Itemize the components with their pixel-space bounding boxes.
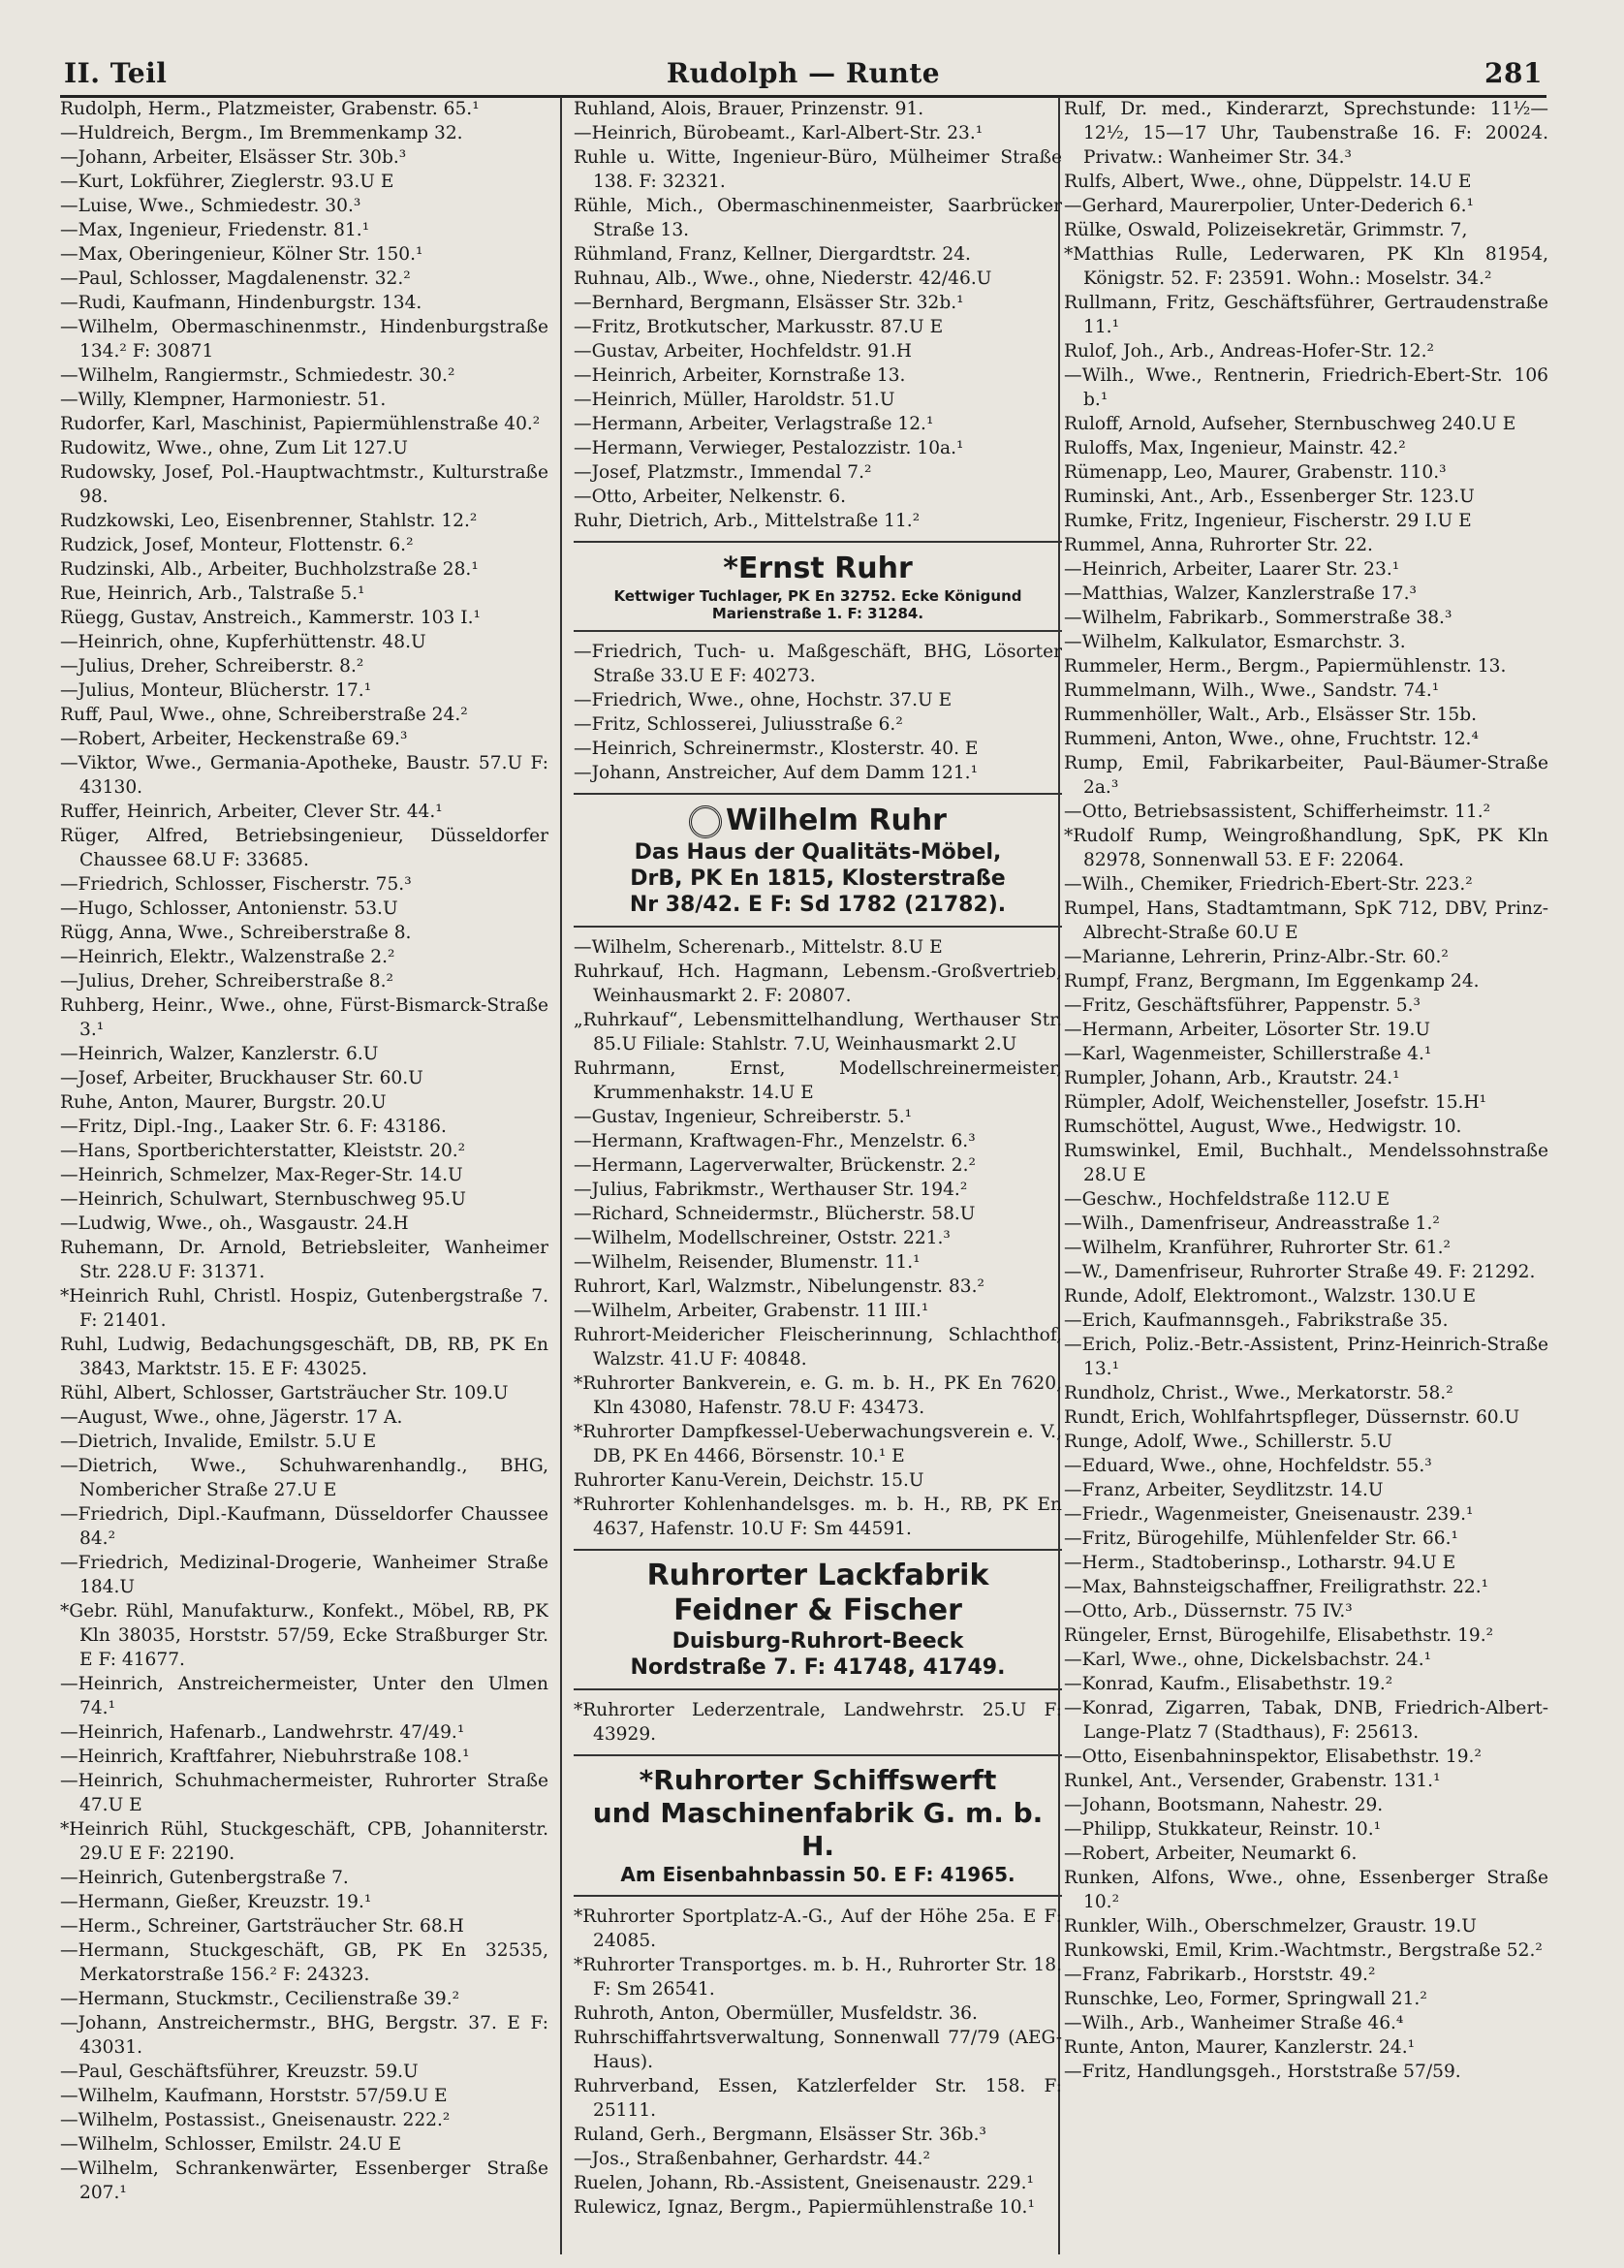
directory-entry: —Viktor, Wwe., Germania-Apotheke, Baustr. 57.U F: 43130. [60,753,548,798]
directory-entry: —Otto, Eisenbahninspektor, Elisabethstr. 19.² [1064,1747,1482,1767]
directory-entry: Rulewicz, Ignaz, Bergm., Papiermühlenstraße 10.¹ [574,2197,1035,2218]
directory-entry: —Wilh., Chemiker, Friedrich-Ebert-Str. 223.² [1064,874,1473,895]
ad-divider [574,630,1062,632]
entry-list [574,97,1062,533]
directory-entry: —Heinrich, Schulwart, Sternbuschweg 95.U [60,1189,466,1210]
directory-entry: —Fritz, Bürogehilfe, Mühlenfelder Str. 66.¹ [1064,1528,1458,1549]
directory-entry: Ruminski, Ant., Arb., Essenberger Str. 123.U [1064,487,1475,507]
directory-entry: —Hermann, Arbeiter, Lösorter Str. 19.U [1064,1020,1431,1040]
directory-entry: *Gebr. Rühl, Manufakturw., Konfekt., Möbel, RB, PK Kln 38035, Horststr. 57/59, Ecke Straßburger Str. E F: 41677. [60,1601,548,1670]
directory-entry: —Johann, Arbeiter, Elsässer Str. 30b.³ [60,147,407,168]
ad-divider [574,1754,1062,1756]
directory-entry: Runschke, Leo, Former, Springwall 21.² [1064,1989,1427,2009]
directory-entry: —Wilhelm, Kalkulator, Esmarchstr. 3. [1064,632,1406,652]
directory-entry: —Dietrich, Invalide, Emilstr. 5.U E [60,1432,377,1452]
directory-entry: Rumke, Fritz, Ingenieur, Fischerstr. 29 I.U E [1064,511,1472,531]
directory-entry: Rudzkowski, Leo, Eisenbrenner, Stahlstr. 12.² [60,511,478,531]
column-2 [574,97,1062,2254]
directory-entry: Ruffer, Heinrich, Arbeiter, Clever Str. 44.¹ [60,802,443,822]
directory-entry: Ruhr, Dietrich, Arb., Mittelstraße 11.² [574,511,921,531]
directory-entry: Ruhrverband, Essen, Katzlerfelder Str. 158. F: 25111. [574,2076,1062,2121]
directory-entry: —Wilhelm, Rangiermstr., Schmiedestr. 30.² [60,365,455,386]
directory-entry: —Otto, Betriebsassistent, Schifferheimstr. 11.² [1064,802,1491,822]
directory-entry: —Friedrich, Wwe., ohne, Hochstr. 37.U E [574,690,953,710]
directory-entry: —Heinrich, Bürobeamt., Karl-Albert-Str. 23.¹ [574,123,984,143]
directory-entry: Rump, Emil, Fabrikarbeiter, Paul-Bäumer-Straße 2a.³ [1064,753,1548,798]
ad-lackfabrik [574,1559,1062,1681]
entry-list [60,97,548,2205]
directory-entry: —Wilhelm, Schlosser, Emilstr. 24.U E [60,2134,402,2155]
directory-entry: —Wilhelm, Kranführer, Ruhrorter Str. 61.² [1064,1238,1451,1258]
ad-divider [574,541,1062,543]
directory-entry: Ruland, Gerh., Bergmann, Elsässer Str. 36b.³ [574,2125,986,2145]
ad-line: und Maschinenfabrik G. m. b. H. [592,1797,1044,1862]
directory-entry: Rümenapp, Leo, Maurer, Grabenstr. 110.³ [1064,462,1447,483]
directory-entry: —Max, Ingenieur, Friedenstr. 81.¹ [60,220,370,240]
directory-entry: —Marianne, Lehrerin, Prinz-Albr.-Str. 60.² [1064,947,1449,967]
directory-entry: —Heinrich, Kraftfahrer, Niebuhrstraße 108.¹ [60,1747,470,1767]
directory-entry: —Heinrich, Müller, Haroldstr. 51.U [574,390,895,410]
directory-entry: —Matthias, Walzer, Kanzlerstraße 17.³ [1064,583,1417,604]
directory-entry: Ruhberg, Heinr., Wwe., ohne, Fürst-Bismarck-Straße 3.¹ [60,995,548,1040]
directory-entry: —Hermann, Lagerverwalter, Brückenstr. 2.² [574,1155,976,1176]
directory-entry: —Wilh., Wwe., Rentnerin, Friedrich-Ebert-Str. 106 b.¹ [1064,365,1548,410]
directory-entry: —Herm., Schreiner, Gartsträucher Str. 68.H [60,1916,464,1937]
directory-entry: —Jos., Straßenbahner, Gerhardstr. 44.² [574,2149,931,2169]
directory-entry: —Josef, Platzmstr., Immendal 7.² [574,462,872,483]
directory-entry: —Fritz, Schlosserei, Juliusstraße 6.² [574,714,903,735]
directory-entry: Rudzinski, Alb., Arbeiter, Buchholzstraße 28.¹ [60,559,479,580]
ad-divider [574,1688,1062,1690]
directory-entry: Rummel, Anna, Ruhrorter Str. 22. [1064,535,1373,555]
directory-entry: —Fritz, Dipl.-Ing., Laaker Str. 6. F: 43186. [60,1117,447,1137]
directory-entry: —Fritz, Brotkutscher, Markusstr. 87.U E [574,317,944,337]
directory-entry: Ruhemann, Dr. Arnold, Betriebsleiter, Wanheimer Str. 228.U F: 31371. [60,1238,548,1282]
directory-entry: —Karl, Wwe., ohne, Dickelsbachstr. 24.¹ [1064,1650,1432,1670]
ad-wilhelm-ruhr [574,803,1062,918]
directory-entry: Rudorfer, Karl, Maschinist, Papiermühlenstraße 40.² [60,414,541,434]
directory-entry: —Herm., Stadtoberinsp., Lotharstr. 94.U E [1064,1553,1456,1573]
directory-entry: Ruhrschiffahrtsverwaltung, Sonnenwall 77/79 (AEG-Haus). [574,2028,1062,2072]
directory-entry: —Friedrich, Tuch- u. Maßgeschäft, BHG, Lösorter Straße 33.U E F: 40273. [574,642,1062,686]
directory-entry: —Hermann, Gießer, Kreuzstr. 19.¹ [60,1892,372,1912]
directory-entry: Ruhrmann, Ernst, Modellschreinermeister, Krummenhakstr. 14.U E [574,1058,1062,1103]
ad-line: Am Eisenbahnbassin 50. E F: 41965. [620,1863,1015,1886]
ad-line: Nr 38/42. E F: Sd 1782 (21782). [629,893,1007,917]
directory-entry: Runkel, Ant., Versender, Grabenstr. 131.¹ [1064,1771,1441,1791]
directory-entry: —Franz, Fabrikarb., Horststr. 49.² [1064,1965,1376,1985]
directory-entry: Rumpler, Johann, Arb., Krautstr. 24.¹ [1064,1068,1400,1088]
entry-list [574,640,1062,785]
directory-entry: Ruhle u. Witte, Ingenieur-Büro, Mülheimer Straße 138. F: 32321. [574,147,1062,192]
directory-entry: —Hermann, Verwieger, Pestalozzistr. 10a.¹ [574,438,964,458]
directory-entry: —Dietrich, Wwe., Schuhwarenhandlg., BHG, Nombericher Straße 27.U E [60,1456,548,1500]
directory-entry: *Matthias Rulle, Lederwaren, PK Kln 81954, Königstr. 52. F: 23591. Wohn.: Moselstr. 34.² [1064,244,1548,289]
page-header [60,50,1546,98]
directory-entry: Runkler, Wilh., Oberschmelzer, Graustr. 19.U [1064,1916,1477,1937]
directory-entry: Rue, Heinrich, Arb., Talstraße 5.¹ [60,583,365,604]
name-range: Rudolph — Runte [666,57,941,89]
ad-divider [574,926,1062,928]
directory-entry: *Heinrich Ruhl, Christl. Hospiz, Gutenbergstraße 7. F: 21401. [60,1286,548,1331]
directory-entry: —Hugo, Schlosser, Antonienstr. 53.U [60,898,398,919]
directory-entry: Rumpel, Hans, Stadtamtmann, SpK 712, DBV, Prinz-Albrecht-Straße 60.U E [1064,898,1548,943]
ad-name: *Ernst Ruhr [723,551,913,585]
directory-entry: Rülke, Oswald, Polizeisekretär, Grimmstr. 7, [1064,220,1468,240]
directory-entry: —Friedr., Wagenmeister, Gneisenaustr. 239.¹ [1064,1504,1474,1525]
directory-entry: Rumschöttel, August, Wwe., Hedwigstr. 10. [1064,1117,1462,1137]
directory-entry: —Philipp, Stukkateur, Reinstr. 10.¹ [1064,1819,1382,1840]
directory-entry: —Wilhelm, Obermaschinenmstr., Hindenburgstraße 134.² F: 30871 [60,317,548,362]
ad-name: Wilhelm Ruhr [726,803,947,837]
entry-list [574,1905,1062,2220]
directory-entry: —Hermann, Kraftwagen-Fhr., Menzelstr. 6.³ [574,1131,976,1151]
directory-entry: Runken, Alfons, Wwe., ohne, Essenberger Straße 10.² [1064,1868,1548,1912]
directory-entry: —Johann, Anstreicher, Auf dem Damm 121.¹ [574,763,979,783]
directory-entry: —Julius, Monteur, Blücherstr. 17.¹ [60,680,372,701]
ad-divider [574,793,1062,795]
directory-entry: *Ruhrorter Lederzentrale, Landwehrstr. 25.U F: 43929. [574,1700,1062,1745]
directory-entry: „Ruhrkauf“, Lebensmittelhandlung, Werthauser Str. 85.U Filiale: Stahlstr. 7.U, Weinhausmarkt 2.U [574,1010,1062,1055]
directory-entry: Ruhrkauf, Hch. Hagmann, Lebensm.-Großvertrieb, Weinhausmarkt 2. F: 20807. [574,961,1062,1006]
directory-entry: Rummenhöller, Walt., Arb., Elsässer Str. 15b. [1064,705,1478,725]
ad-line: DrB, PK En 1815, Klosterstraße [630,866,1006,891]
part-label: II. Teil [64,57,168,89]
directory-entry: —Hermann, Stuckmstr., Cecilienstraße 39.² [60,1989,460,2009]
directory-entry: —Franz, Arbeiter, Seydlitzstr. 14.U [1064,1480,1384,1500]
directory-entry: —Wilhelm, Modellschreiner, Oststr. 221.³ [574,1228,951,1248]
directory-entry: —Heinrich, Arbeiter, Laarer Str. 23.¹ [1064,559,1400,580]
directory-entry: —Wilhelm, Scherenarb., Mittelstr. 8.U E [574,937,943,958]
directory-entry: Ruhl, Ludwig, Bedachungsgeschäft, DB, RB, PK En 3843, Marktstr. 15. E F: 43025. [60,1335,548,1379]
directory-entry: Rüger, Alfred, Betriebsingenieur, Düsseldorfer Chaussee 68.U F: 33685. [60,826,548,870]
directory-entry: —Heinrich, Gutenbergstraße 7. [60,1868,349,1888]
directory-entry: Rummeni, Anton, Wwe., ohne, Fruchtstr. 12.⁴ [1064,729,1479,749]
directory-entry: Rudolph, Herm., Platzmeister, Grabenstr. 65.¹ [60,99,480,119]
directory-entry: Rulf, Dr. med., Kinderarzt, Sprechstunde: 11½—12½, 15—17 Uhr, Taubenstraße 16. F: 20024. Privatw.: Wanheimer Str. 34.³ [1064,99,1548,168]
directory-entry: —Johann, Anstreichermstr., BHG, Bergstr. 37. E F: 43031. [60,2013,548,2058]
directory-entry: —Paul, Geschäftsführer, Kreuzstr. 59.U [60,2062,419,2082]
directory-entry: —Gerhard, Maurerpolier, Unter-Dederich 6.¹ [1064,196,1474,216]
directory-entry: Rüngeler, Ernst, Bürogehilfe, Elisabethstr. 19.² [1064,1625,1494,1646]
entry-list [1064,97,1548,2084]
directory-entry: Runde, Adolf, Elektromont., Walzstr. 130.U E [1064,1286,1477,1307]
directory-entry: *Rudolf Rump, Weingroßhandlung, SpK, PK Kln 82978, Sonnenwall 53. E F: 22064. [1064,826,1548,870]
directory-entry: Rumswinkel, Emil, Buchhalt., Mendelssohnstraße 28.U E [1064,1141,1548,1185]
directory-entry: —Julius, Fabrikmstr., Werthauser Str. 194.² [574,1180,968,1200]
directory-entry: Rügg, Anna, Wwe., Schreiberstraße 8. [60,923,412,943]
directory-entry: —Heinrich, ohne, Kupferhüttenstr. 48.U [60,632,426,652]
directory-entry: —Hans, Sportberichterstatter, Kleiststr. 20.² [60,1141,466,1161]
directory-entry: *Ruhrorter Bankverein, e. G. m. b. H., PK En 7620, Kln 43080, Hafenstr. 78.U F: 43473. [574,1373,1062,1418]
directory-entry: —Robert, Arbeiter, Neumarkt 6. [1064,1843,1358,1864]
directory-entry: —Ludwig, Wwe., oh., Wasgaustr. 24.H [60,1213,409,1234]
directory-entry: Rummeler, Herm., Bergm., Papiermühlenstr. 13. [1064,656,1507,677]
directory-entry: *Ruhrorter Dampfkessel-Ueberwachungsverein e. V., DB, PK En 4466, Börsenstr. 10.¹ E [574,1422,1062,1466]
entry-list [574,935,1062,1541]
directory-entry: —Kurt, Lokführer, Zieglerstr. 93.U E [60,172,394,192]
ad-name: *Ruhrorter Schiffswerft [639,1764,997,1796]
directory-entry: —Gustav, Ingenieur, Schreiberstr. 5.¹ [574,1107,913,1127]
directory-entry: *Ruhrorter Sportplatz-A.-G., Auf der Höhe 25a. E F: 24085. [574,1906,1062,1951]
directory-entry: Rundholz, Christ., Wwe., Merkatorstr. 58.² [1064,1383,1453,1403]
directory-entry: —Geschw., Hochfeldstraße 112.U E [1064,1189,1390,1210]
ad-name: Ruhrorter Lackfabrik [646,1559,989,1592]
directory-entry: —Friedrich, Dipl.-Kaufmann, Düsseldorfer Chaussee 84.² [60,1504,548,1549]
directory-entry: Rudowsky, Josef, Pol.-Hauptwachtmstr., Kulturstraße 98. [60,462,548,507]
directory-entry: Rudowitz, Wwe., ohne, Zum Lit 127.U [60,438,408,458]
directory-entry: Rundt, Erich, Wohlfahrtspfleger, Düssernstr. 60.U [1064,1407,1520,1428]
directory-entry: —Heinrich, Elektr., Walzenstraße 2.² [60,947,395,967]
directory-entry: —Josef, Arbeiter, Bruckhauser Str. 60.U [60,1068,423,1088]
directory-entry: —Huldreich, Bergm., Im Bremmenkamp 32. [60,123,463,143]
ad-line: Feidner & Fischer [673,1593,962,1627]
directory-entry: —Max, Bahnsteigschaffner, Freiligrathstr. 22.¹ [1064,1577,1489,1597]
directory-entry: —Heinrich, Walzer, Kanzlerstr. 6.U [60,1044,379,1064]
directory-entry: —Luise, Wwe., Schmiedestr. 30.³ [60,196,361,216]
directory-entry: Runge, Adolf, Wwe., Schillerstr. 5.U [1064,1432,1392,1452]
directory-entry: —Fritz, Handlungsgeh., Horststraße 57/59. [1064,2062,1461,2082]
directory-entry: —Erich, Poliz.-Betr.-Assistent, Prinz-Heinrich-Straße 13.¹ [1064,1335,1548,1379]
directory-entry: *Ruhrorter Kohlenhandelsges. m. b. H., RB, PK En 4637, Hafenstr. 10.U F: Sm 44591. [574,1495,1062,1539]
directory-entry: *Heinrich Rühl, Stuckgeschäft, CPB, Johanniterstr. 29.U E F: 22190. [60,1819,548,1864]
wreath-icon [689,805,722,838]
directory-entry: —Otto, Arbeiter, Nelkenstr. 6. [574,487,846,507]
ad-ernst-ruhr [574,551,1062,622]
directory-entry: Rümpler, Adolf, Weichensteller, Josefstr. 15.H¹ [1064,1092,1487,1113]
directory-entry: —Hermann, Stuckgeschäft, GB, PK En 32535, Merkatorstraße 156.² F: 24323. [60,1940,548,1985]
ad-line: Kettwiger Tuchlager, PK En 32752. Ecke Königund Marienstraße 1. F: 31284. [613,587,1022,622]
directory-entry: Ruhrort, Karl, Walzmstr., Nibelungenstr. 83.² [574,1276,984,1297]
directory-entry: —Wilhelm, Reisender, Blumenstr. 11.¹ [574,1252,921,1273]
ad-divider [574,1895,1062,1897]
entry-list [574,1698,1062,1747]
directory-entry: Ruloffs, Max, Ingenieur, Mainstr. 42.² [1064,438,1406,458]
directory-entry: —Gustav, Arbeiter, Hochfeldstr. 91.H [574,341,912,362]
directory-entry: —Heinrich, Schmelzer, Max-Reger-Str. 14.U [60,1165,463,1185]
column-1 [60,97,548,2254]
directory-entry: Ruff, Paul, Wwe., ohne, Schreiberstraße 24.² [60,705,468,725]
directory-entry: —Heinrich, Arbeiter, Kornstraße 13. [574,365,906,386]
directory-entry: —Wilhelm, Fabrikarb., Sommerstraße 38.³ [1064,608,1452,628]
directory-entry: Rühle, Mich., Obermaschinenmeister, Saarbrücker Straße 13. [574,196,1062,240]
directory-entry: Ruelen, Johann, Rb.-Assistent, Gneisenaustr. 229.¹ [574,2173,1034,2193]
ad-line: Duisburg-Ruhrort-Beeck [671,1629,964,1654]
ad-schiffswerft [574,1764,1062,1887]
directory-entry: —Richard, Schneidermstr., Blücherstr. 58.U [574,1204,976,1224]
directory-entry: Rühmland, Franz, Kellner, Diergardtstr. 24. [574,244,971,265]
directory-entry: —Johann, Bootsmann, Nahestr. 29. [1064,1795,1384,1815]
directory-entry: Rulof, Joh., Arb., Andreas-Hofer-Str. 12.² [1064,341,1434,362]
directory-entry: Rullmann, Fritz, Geschäftsführer, Gertraudenstraße 11.¹ [1064,293,1548,337]
directory-entry: —Friedrich, Schlosser, Fischerstr. 75.³ [60,874,412,895]
ad-divider [574,1549,1062,1551]
directory-entry: —Wilhelm, Kaufmann, Horststr. 57/59.U E [60,2086,448,2106]
directory-entry: Ruhe, Anton, Maurer, Burgstr. 20.U [60,1092,387,1113]
directory-entry: Rulfs, Albert, Wwe., ohne, Düppelstr. 14.U E [1064,172,1472,192]
directory-entry: Ruhland, Alois, Brauer, Prinzenstr. 91. [574,99,924,119]
directory-entry: Rüegg, Gustav, Anstreich., Kammerstr. 103 I.¹ [60,608,481,628]
directory-entry: —August, Wwe., ohne, Jägerstr. 17 A. [60,1407,403,1428]
directory-entry: —Otto, Arb., Düssernstr. 75 IV.³ [1064,1601,1353,1622]
directory-entry: —Julius, Dreher, Schreiberstraße 8.² [60,971,393,992]
directory-entry: —Heinrich, Hafenarb., Landwehrstr. 47/49.¹ [60,1722,465,1743]
directory-entry: —Bernhard, Bergmann, Elsässer Str. 32b.¹ [574,293,964,313]
directory-entry: —Rudi, Kaufmann, Hindenburgstr. 134. [60,293,422,313]
directory-entry: Rumpf, Franz, Bergmann, Im Eggenkamp 24. [1064,971,1480,992]
directory-entry: —Julius, Dreher, Schreiberstr. 8.² [60,656,364,677]
directory-entry: —Erich, Kaufmannsgeh., Fabrikstraße 35. [1064,1310,1449,1331]
page-number: 281 [1484,57,1543,89]
directory-entry: —Fritz, Geschäftsführer, Pappenstr. 5.³ [1064,995,1421,1016]
directory-entry: Ruhrorter Kanu-Verein, Deichstr. 15.U [574,1470,924,1491]
directory-entry: —Wilh., Damenfriseur, Andreasstraße 1.² [1064,1213,1440,1234]
directory-entry: —Wilhelm, Schrankenwärter, Essenberger Straße 207.¹ [60,2158,548,2203]
directory-entry: —Heinrich, Anstreichermeister, Unter den Ulmen 74.¹ [60,1674,548,1718]
directory-entry: —Wilhelm, Postassist., Gneisenaustr. 222.² [60,2110,451,2130]
directory-entry: —Konrad, Zigarren, Tabak, DNB, Friedrich-Albert-Lange-Platz 7 (Stadthaus), F: 25613. [1064,1698,1548,1743]
directory-entry: —Heinrich, Schreinermstr., Klosterstr. 40. E [574,739,979,759]
directory-entry: Ruhnau, Alb., Wwe., ohne, Niederstr. 42/46.U [574,268,992,289]
directory-entry: —Heinrich, Schuhmachermeister, Ruhrorter Straße 47.U E [60,1771,548,1815]
directory-entry: Ruhroth, Anton, Obermüller, Musfeldstr. 36. [574,2003,978,2024]
directory-entry: —Wilh., Arb., Wanheimer Straße 46.⁴ [1064,2013,1404,2033]
directory-entry: —Hermann, Arbeiter, Verlagstraße 12.¹ [574,414,934,434]
directory-entry: Runkowski, Emil, Krim.-Wachtmstr., Bergstraße 52.² [1064,1940,1543,1961]
directory-entry: —Willy, Klempner, Harmoniestr. 51. [60,390,387,410]
directory-entry: Ruloff, Arnold, Aufseher, Sternbuschweg 240.U E [1064,414,1516,434]
directory-entry: —Paul, Schlosser, Magdalenenstr. 32.² [60,268,411,289]
directory-entry: —Robert, Arbeiter, Heckenstraße 69.³ [60,729,408,749]
column-3 [1064,97,1548,2254]
ad-line: Nordstraße 7. F: 41748, 41749. [630,1655,1006,1680]
directory-entry: —Wilhelm, Arbeiter, Grabenstr. 11 III.¹ [574,1301,929,1321]
directory-entry: —Max, Oberingenieur, Kölner Str. 150.¹ [60,244,423,265]
ad-line: Das Haus der Qualitäts-Möbel, [634,840,1002,865]
directory-entry: —W., Damenfriseur, Ruhrorter Straße 49. F: 21292. [1064,1262,1536,1282]
column-rule [560,97,562,2254]
directory-entry: Runte, Anton, Maurer, Kanzlerstr. 24.¹ [1064,2037,1416,2058]
directory-entry: *Ruhrorter Transportges. m. b. H., Ruhrorter Str. 18. F: Sm 26541. [574,1955,1062,2000]
directory-entry: Rudzick, Josef, Monteur, Flottenstr. 6.² [60,535,414,555]
directory-entry: —Konrad, Kaufm., Elisabethstr. 19.² [1064,1674,1393,1694]
directory-entry: Rummelmann, Wilh., Wwe., Sandstr. 74.¹ [1064,680,1440,701]
directory-entry: Ruhrort-Meidericher Fleischerinnung, Schlachthof, Walzstr. 41.U F: 40848. [574,1325,1062,1370]
directory-entry: Rühl, Albert, Schlosser, Gartsträucher Str. 109.U [60,1383,509,1403]
directory-entry: —Karl, Wagenmeister, Schillerstraße 4.¹ [1064,1044,1432,1064]
directory-entry: —Eduard, Wwe., ohne, Hochfeldstr. 55.³ [1064,1456,1432,1476]
directory-entry: —Friedrich, Medizinal-Drogerie, Wanheimer Straße 184.U [60,1553,548,1597]
